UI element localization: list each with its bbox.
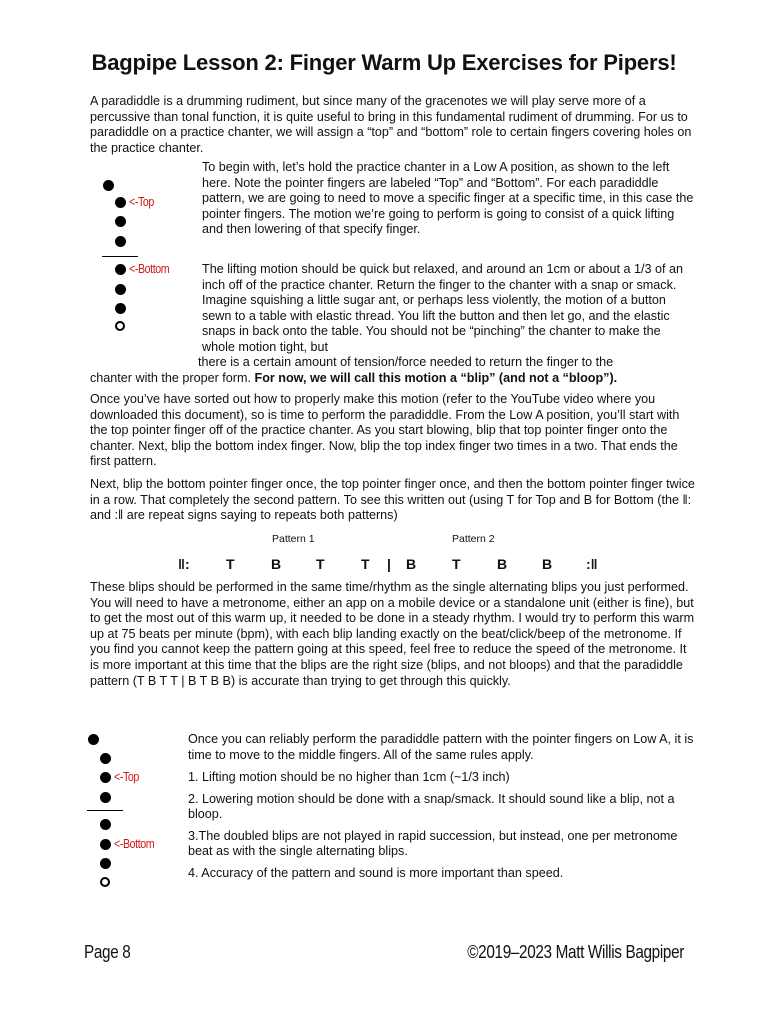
chanter-fingering-diagram-low-a-middle: [82, 728, 172, 898]
chanter-hole-closed: [115, 303, 126, 314]
rule-item: 4. Accuracy of the pattern and sound is more important than speed.: [188, 865, 564, 880]
pattern-note: B: [271, 556, 282, 572]
chanter-hole-closed: [115, 197, 126, 208]
pattern-note: B: [406, 556, 417, 572]
chanter-hole-closed: [100, 858, 111, 869]
page-number: Page 8: [84, 942, 131, 962]
lift-paragraph-continued: there is a certain amount of tension/force needed to return the finger to the: [198, 355, 614, 369]
rule-item: 1. Lifting motion should be no higher than 1cm (~1/3 inch): [188, 770, 510, 784]
chanter-hole-closed: [100, 839, 111, 850]
paradiddle-pattern: [176, 556, 616, 576]
pattern-note: T: [316, 556, 325, 572]
pattern-2-label: Pattern 2: [452, 533, 495, 545]
chanter-hole-closed: [88, 734, 99, 745]
chanter-hole-closed: [115, 236, 126, 247]
hand-divider-line: [87, 810, 123, 811]
rule-item: 3.The doubled blips are not played in rapid succession, but instead, one per metronome beat as with the single alternating blips.: [188, 828, 678, 859]
chanter-hole-open: [100, 877, 110, 887]
pattern-note: T: [226, 556, 235, 572]
copyright-notice: ©2019–2023 Matt Willis Bagpiper: [467, 942, 684, 962]
chanter-fingering-diagram-low-a-pointer: [90, 170, 180, 340]
blip-definition: For now, we will call this motion a “blip” (and not a “bloop”).: [254, 371, 618, 385]
chanter-hole-closed: [115, 216, 126, 227]
lift-paragraph: The lifting motion should be quick but relaxed, and around an 1cm or about a 1/3 of an inch off of the practice chanter. Return the finger to the chanter with a snap or smack. Imagine squishing a little sugar ant, or perhaps less violently, the motion of a button sewn to a table with elastic thread. You lift the button and then let go, and the elastic snaps in back onto the table. You should not be “pinching” the chanter to make the whole motion tight, but: [202, 262, 683, 354]
middle-fingers-paragraph: Once you can reliably perform the paradiddle pattern with the pointer fingers on Low A, it is time to move to the middle fingers. All of the same rules apply.: [188, 732, 694, 762]
chanter-hole-closed: [115, 284, 126, 295]
chanter-hole-open: [115, 321, 125, 331]
sorted-paragraph: Once you’ve have sorted out how to properly make this motion (refer to the YouTube video where you downloaded this document), so is time to perform the paradiddle. From the Low A position, you’ll start with the top pointer finger off of the practice chanter. As you start blowing, blip that top pointer finger onto the chanter. Next, blip the bottom index finger. Now, blip the top index finger two times in a two. That ends the first pattern.: [90, 392, 680, 469]
chanter-hole-closed: [100, 772, 111, 783]
bottom-finger-label: <-Bottom: [114, 836, 155, 851]
bar-line: |: [387, 556, 391, 572]
pattern-note: T: [452, 556, 461, 572]
lift-paragraph-end: [90, 371, 696, 387]
chanter-hole-closed: [100, 819, 111, 830]
pattern-1-label: Pattern 1: [272, 533, 315, 545]
top-finger-label: <-Top: [114, 769, 139, 784]
intro-paragraph: A paradiddle is a drumming rudiment, but since many of the gracenotes we will play serve more of a percussive than tonal function, it is quite useful to bring in this fundamental rudiment of drumming. For us to paradiddle on a practice chanter, we will assign a “top” and “bottom” role to certain fingers covering holes on the practice chanter.: [90, 94, 692, 155]
pattern-note: B: [497, 556, 508, 572]
pattern-note: T: [361, 556, 370, 572]
hand-divider-line: [102, 256, 138, 257]
next-paragraph: Next, blip the bottom pointer finger once, the top pointer finger once, and then the bottom pointer finger twice in a row. That completely the second pattern. To see this written out (using T for Top and B for Bottom (the ‖: and :‖ are repeat signs saying to repeats both patterns): [90, 477, 695, 523]
repeat-start-sign: ‖:: [178, 556, 190, 572]
chanter-hole-closed: [115, 264, 126, 275]
chanter-hole-closed: [100, 792, 111, 803]
rules-list: [188, 770, 696, 882]
pattern-note: B: [542, 556, 553, 572]
top-finger-label: <-Top: [129, 194, 154, 209]
bottom-finger-label: <-Bottom: [129, 261, 170, 276]
lift-paragraph-tail: chanter with the proper form.: [90, 371, 251, 385]
lesson-title: Bagpipe Lesson 2: Finger Warm Up Exercises for Pipers!: [91, 50, 677, 75]
chanter-hole-closed: [100, 753, 111, 764]
repeat-end-sign: :‖: [586, 556, 598, 572]
blips-paragraph: These blips should be performed in the same time/rhythm as the single alternating blips you just performed. You will need to have a metronome, either an app on a mobile device or a standalone unit (either is fine), but to get the most out of this warm up, it needed to be done in a steady rhythm. I would try to perform this warm up at 75 beats per minute (bpm), with each blip landing exactly on the beat/click/beep of the metronome. If you find you cannot keep the pattern going at this speed, feel free to reduce the speed of the metronome. It is more important at this time that the blips are the right size (blips, and not bloops) and that the paradiddle pattern (T B T T | B T B B) is accurate than trying to get through this quickly.: [90, 580, 695, 688]
chanter-hole-closed: [103, 180, 114, 191]
low-a-paragraph: To begin with, let’s hold the practice chanter in a Low A position, as shown to the left here. Note the pointer fingers are labeled “Top” and “Bottom”. For each paradiddle pattern, we are going to need to move a specific finger at a specific time, in this case the pointer fingers. The motion we’re going to perform is going to consist of a quick lifting and then lowering of that specify finger.: [202, 160, 694, 237]
rule-item: 2. Lowering motion should be done with a snap/smack. It should sound like a blip, not a bloop.: [188, 791, 675, 822]
